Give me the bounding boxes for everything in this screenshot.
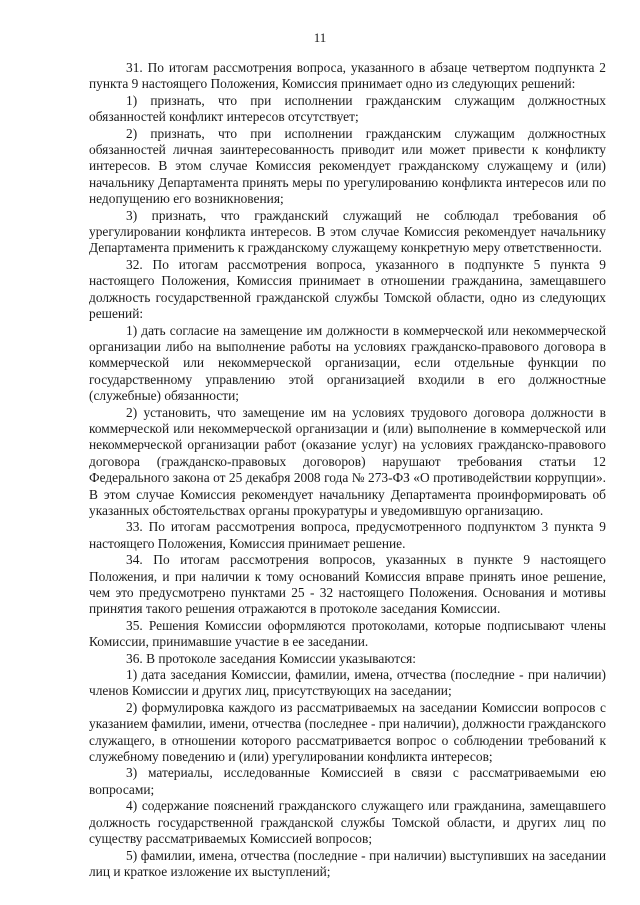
page-number: 11 [313, 30, 327, 45]
paragraph-31-item-1: 1) признать, что при исполнении гражданским служащим должностных обязанностей конфликт интересов отсутствует; [89, 92, 606, 125]
paragraph-33: 33. По итогам рассмотрения вопроса, предусмотренного подпунктом 3 пункта 9 настоящего Положения, Комиссия принимает решение. [89, 519, 606, 551]
paragraph-31: 31. По итогам рассмотрения вопроса, указанного в абзаце четвертом подпункта 2 пункта 9 настоящего Положения, Комиссия принимает одно из следующих решений: [89, 60, 606, 92]
paragraph-36-item-3: 3) материалы, исследованные Комиссией в связи с рассматриваемыми ею вопросами; [89, 765, 606, 797]
paragraph-35: 35. Решения Комиссии оформляются протоколами, которые подписывают члены Комиссии, принимавшие участие в ее заседании. [89, 617, 606, 650]
paragraph-36-item-2: 2) формулировка каждого из рассматриваемых на заседании Комиссии вопросов с указанием фамилии, имени, отчества (последнее - при наличии), должности гражданского служащего, в отношении которого рассматривается вопрос о соблюдении требований к служебному поведению и (или) урегулировании конфликта интересов; [89, 699, 606, 765]
paragraph-36: 36. В протоколе заседания Комиссии указываются: [126, 650, 417, 666]
paragraph-36-item-4: 4) содержание пояснений гражданского служащего или гражданина, замещавшего должность государственной гражданской службы Томской области, и других лиц по существу рассматриваемых Комиссией вопросов; [89, 798, 606, 847]
paragraph-36-item-5: 5) фамилии, имена, отчества (последние - при наличии) выступивших на заседании лиц и краткое изложение их выступлений; [89, 847, 606, 879]
paragraph-31-item-2: 2) признать, что при исполнении гражданским служащим должностных обязанностей личная заинтересованность приводит или может привести к конфликту интересов. В этом случае Комиссия рекомендует гражданскому служащему и (или) начальнику Департамента принять меры по урегулированию конфликта интересов или по недопущению его возникновения; [89, 125, 606, 207]
paragraph-32-item-1: 1) дать согласие на замещение им должности в коммерческой или некоммерческой организации либо на выполнение работы на условиях гражданско-правового договора в коммерческой или некоммерческой организации, если отдельные функции по государственному управлению этой организацией входили в его должностные (служебные) обязанности; [89, 322, 606, 404]
paragraph-36-item-1: 1) дата заседания Комиссии, фамилии, имена, отчества (последние - при наличии) членов Комиссии и других лиц, присутствующих на заседании; [89, 667, 606, 699]
document-body [89, 60, 606, 880]
paragraph-32: 32. По итогам рассмотрения вопроса, указанного в подпункте 5 пункта 9 настоящего Положения, Комиссия принимает в отношении гражданина, замещавшего должность государственной гражданской службы Томской области, одно из следующих решений: [89, 256, 606, 322]
paragraph-32-item-2: 2) установить, что замещение им на условиях трудового договора должности в коммерческой или некоммерческой организации и (или) выполнение в коммерческой или некоммерческой организации работ (оказание услуг) на условиях гражданско-правового договора (гражданско-правовых договоров) нарушают требования статьи 12 Федерального закона от 25 декабря 2008 года № 273-ФЗ «О противодействии коррупции». В этом случае Комиссия рекомендует начальнику Департамента проинформировать об указанных обстоятельствах органы прокуратуры и уведомившую организацию. [89, 404, 606, 518]
paragraph-34: 34. По итогам рассмотрения вопросов, указанных в пункте 9 настоящего Положения, и при наличии к тому оснований Комиссия вправе принять иное решение, чем это предусмотрено пунктами 25 - 32 настоящего Положения. Основания и мотивы принятия такого решения отражаются в протоколе заседания Комиссии. [89, 552, 606, 617]
paragraph-31-item-3: 3) признать, что гражданский служащий не соблюдал требования об урегулировании конфликта интересов. В этом случае Комиссия рекомендует начальнику Департамента применить к гражданскому служащему конкретную меру ответственности. [89, 207, 606, 256]
